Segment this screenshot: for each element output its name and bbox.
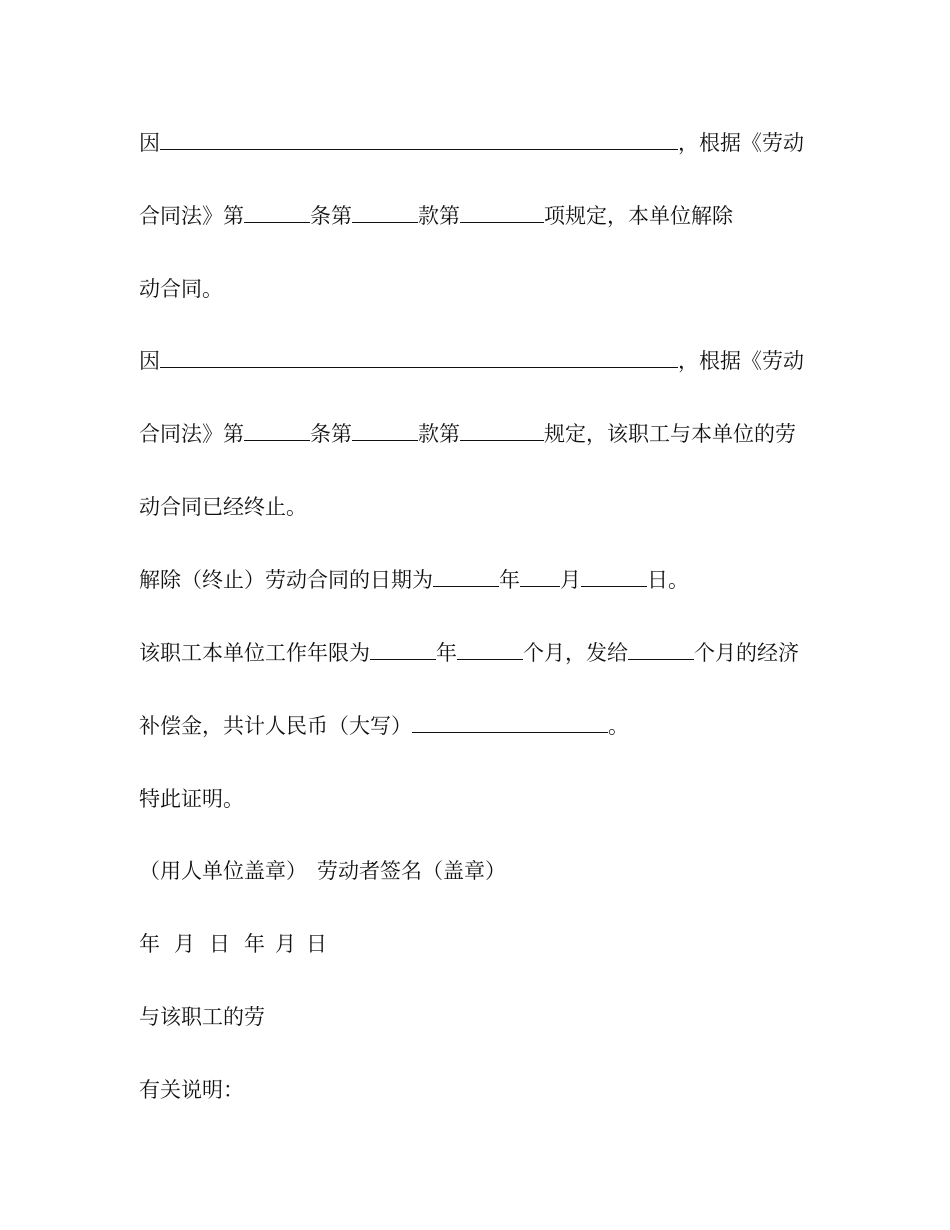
worker-signature-label: 劳动者签名（盖章） bbox=[317, 859, 506, 883]
paragraph-line-4 bbox=[139, 347, 804, 375]
text: 因 bbox=[139, 131, 160, 155]
paragraph-line-5 bbox=[139, 420, 796, 448]
blank-reason-field[interactable] bbox=[160, 347, 678, 368]
paragraph-line-13: 与该职工的劳 bbox=[139, 1005, 265, 1029]
paragraph-line-6: 动合同已经终止。 bbox=[139, 495, 307, 519]
text: 月 bbox=[560, 568, 581, 592]
date-day-label: 日 bbox=[306, 932, 327, 956]
text: 款第 bbox=[418, 204, 460, 228]
blank-item-field[interactable] bbox=[460, 202, 544, 223]
notes-heading: 有关说明： bbox=[139, 1078, 244, 1102]
paragraph-line-3: 动合同。 bbox=[139, 277, 223, 301]
text: 因 bbox=[139, 349, 160, 373]
date-day-label: 日 bbox=[209, 932, 230, 956]
text: 年 bbox=[499, 568, 520, 592]
date-year-label: 年 bbox=[139, 932, 160, 956]
text: 合同法》第 bbox=[139, 422, 244, 446]
text: 项规定，本单位解除 bbox=[544, 204, 733, 228]
blank-month-field[interactable] bbox=[520, 566, 560, 587]
date-month-label: 月 bbox=[174, 932, 195, 956]
blank-year-field[interactable] bbox=[433, 566, 499, 587]
blank-article-field[interactable] bbox=[244, 420, 310, 441]
text: 条第 bbox=[310, 422, 352, 446]
text: 日。 bbox=[647, 568, 689, 592]
text: 个月，发给 bbox=[523, 641, 628, 665]
signature-labels bbox=[139, 857, 506, 885]
blank-months-field[interactable] bbox=[457, 639, 523, 660]
blank-item-field[interactable] bbox=[460, 420, 544, 441]
text: 个月的经济 bbox=[694, 641, 799, 665]
paragraph-line-7 bbox=[139, 566, 689, 594]
text: 补偿金，共计人民币（大写） bbox=[139, 714, 412, 738]
employer-seal-label: （用人单位盖章） bbox=[139, 859, 307, 883]
blank-compensation-months-field[interactable] bbox=[628, 639, 694, 660]
text: 该职工本单位工作年限为 bbox=[139, 641, 370, 665]
paragraph-line-10: 特此证明。 bbox=[139, 787, 244, 811]
signature-dates bbox=[139, 930, 327, 958]
paragraph-line-9 bbox=[139, 712, 629, 740]
text: 解除（终止）劳动合同的日期为 bbox=[139, 568, 433, 592]
date-year-label: 年 bbox=[244, 932, 265, 956]
blank-day-field[interactable] bbox=[581, 566, 647, 587]
blank-article-field[interactable] bbox=[244, 202, 310, 223]
blank-clause-field[interactable] bbox=[352, 420, 418, 441]
blank-reason-field[interactable] bbox=[160, 129, 678, 150]
text: 年 bbox=[436, 641, 457, 665]
paragraph-line-2 bbox=[139, 202, 733, 230]
blank-years-field[interactable] bbox=[370, 639, 436, 660]
text: 款第 bbox=[418, 422, 460, 446]
date-month-label: 月 bbox=[275, 932, 296, 956]
paragraph-line-8 bbox=[139, 639, 799, 667]
text: 条第 bbox=[310, 204, 352, 228]
blank-amount-field[interactable] bbox=[412, 712, 608, 733]
text: 合同法》第 bbox=[139, 204, 244, 228]
text: ，根据《劳动 bbox=[678, 131, 804, 155]
text: 。 bbox=[608, 714, 629, 738]
text: 规定，该职工与本单位的劳 bbox=[544, 422, 796, 446]
paragraph-line-1 bbox=[139, 129, 804, 157]
blank-clause-field[interactable] bbox=[352, 202, 418, 223]
text: ，根据《劳动 bbox=[678, 349, 804, 373]
